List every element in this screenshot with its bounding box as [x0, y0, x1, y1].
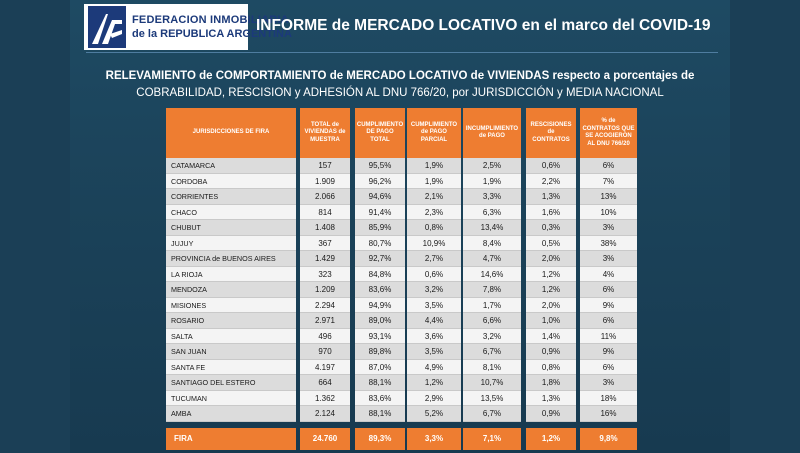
header-rescissions: RESCISIONES de CONTRATOS [526, 108, 576, 158]
cell-non-payment: 4,7% [463, 251, 521, 267]
subtitle-line-1: RELEVAMIENTO de COMPORTAMIENTO de MERCADO LOCATIVO de VIVIENDAS respecto a porcentajes de [105, 70, 695, 82]
cell-total-dwellings: 1.362 [300, 391, 350, 407]
cell-jurisdiction: AMBA [166, 406, 296, 422]
cell-rescissions: 1,3% [526, 189, 576, 205]
cell-partial-payment: 4,9% [407, 360, 461, 376]
footer-non-payment: 7,1% [463, 428, 521, 450]
cell-non-payment: 6,3% [463, 205, 521, 221]
header-partial-payment: CUMPLIMIENTO de PAGO PARCIAL [407, 108, 461, 158]
header-jurisdiction: JURISDICCIONES DE FIRA [166, 108, 296, 158]
cell-non-payment: 6,7% [463, 344, 521, 360]
table-row [166, 282, 637, 298]
cell-total-dwellings: 2.971 [300, 313, 350, 329]
cell-full-payment: 87,0% [355, 360, 405, 376]
cell-rescissions: 1,2% [526, 267, 576, 283]
cell-dnu-adhesion: 11% [580, 329, 637, 345]
cell-dnu-adhesion: 18% [580, 391, 637, 407]
cell-partial-payment: 5,2% [407, 406, 461, 422]
cell-partial-payment: 1,9% [407, 158, 461, 174]
cell-full-payment: 83,6% [355, 391, 405, 407]
cell-full-payment: 88,1% [355, 406, 405, 422]
header-total-dwellings: TOTAL de VIVIENDAS de MUESTRA [300, 108, 350, 158]
cell-non-payment: 13,4% [463, 220, 521, 236]
cell-dnu-adhesion: 4% [580, 267, 637, 283]
footer-partial-payment: 3,3% [407, 428, 461, 450]
header-full-payment: CUMPLIMIENTO DE PAGO TOTAL [355, 108, 405, 158]
table-row [166, 251, 637, 267]
footer-total: 24.760 [300, 428, 350, 450]
cell-jurisdiction: PROVINCIA de BUENOS AIRES [166, 251, 296, 267]
cell-rescissions: 1,4% [526, 329, 576, 345]
cell-partial-payment: 1,9% [407, 174, 461, 190]
cell-total-dwellings: 2.124 [300, 406, 350, 422]
cell-full-payment: 85,9% [355, 220, 405, 236]
cell-dnu-adhesion: 13% [580, 189, 637, 205]
table-row [166, 298, 637, 314]
market-table [166, 108, 637, 450]
cell-jurisdiction: CATAMARCA [166, 158, 296, 174]
footer-full-payment: 89,3% [355, 428, 405, 450]
cell-partial-payment: 3,5% [407, 298, 461, 314]
header-non-payment: INCUMPLIMIENTO de PAGO [463, 108, 521, 158]
table-row [166, 267, 637, 283]
cell-jurisdiction: TUCUMAN [166, 391, 296, 407]
report-title: INFORME de MERCADO LOCATIVO en el marco del COVID-19 [256, 17, 711, 34]
cell-partial-payment: 0,8% [407, 220, 461, 236]
header-dnu-adhesion: % de CONTRATOS QUE SE ACOGIERON AL DNU 766/20 [580, 108, 637, 158]
cell-rescissions: 1,3% [526, 391, 576, 407]
cell-total-dwellings: 664 [300, 375, 350, 391]
cell-total-dwellings: 4.197 [300, 360, 350, 376]
subtitle-line-2: COBRABILIDAD, RESCISION y ADHESIÓN AL DNU 766/20, por JURISDICCIÓN y MEDIA NACIONAL [136, 87, 664, 99]
cell-non-payment: 8,4% [463, 236, 521, 252]
cell-partial-payment: 2,3% [407, 205, 461, 221]
cell-full-payment: 96,2% [355, 174, 405, 190]
cell-total-dwellings: 367 [300, 236, 350, 252]
cell-rescissions: 2,2% [526, 174, 576, 190]
cell-jurisdiction: SAN JUAN [166, 344, 296, 360]
table-row [166, 406, 637, 422]
cell-full-payment: 95,5% [355, 158, 405, 174]
table-row [166, 174, 637, 190]
cell-rescissions: 1,8% [526, 375, 576, 391]
cell-partial-payment: 10,9% [407, 236, 461, 252]
cell-dnu-adhesion: 38% [580, 236, 637, 252]
table-row [166, 391, 637, 407]
cell-non-payment: 6,7% [463, 406, 521, 422]
cell-rescissions: 0,9% [526, 344, 576, 360]
cell-dnu-adhesion: 6% [580, 158, 637, 174]
logo-org-name: FEDERACION INMOBILIARIA [132, 14, 289, 26]
cell-full-payment: 89,0% [355, 313, 405, 329]
cell-non-payment: 3,2% [463, 329, 521, 345]
footer-rescissions: 1,2% [526, 428, 576, 450]
cell-non-payment: 1,7% [463, 298, 521, 314]
cell-jurisdiction: JUJUY [166, 236, 296, 252]
table-row [166, 360, 637, 376]
table-row [166, 205, 637, 221]
table-body [166, 158, 637, 422]
cell-partial-payment: 3,6% [407, 329, 461, 345]
table-row [166, 344, 637, 360]
cell-full-payment: 84,8% [355, 267, 405, 283]
cell-full-payment: 80,7% [355, 236, 405, 252]
cell-non-payment: 6,6% [463, 313, 521, 329]
cell-rescissions: 2,0% [526, 298, 576, 314]
cell-rescissions: 1,0% [526, 313, 576, 329]
cell-dnu-adhesion: 9% [580, 344, 637, 360]
cell-jurisdiction: LA RIOJA [166, 267, 296, 283]
cell-total-dwellings: 1.408 [300, 220, 350, 236]
cell-jurisdiction: SANTIAGO DEL ESTERO [166, 375, 296, 391]
cell-partial-payment: 4,4% [407, 313, 461, 329]
cell-dnu-adhesion: 3% [580, 375, 637, 391]
table-row [166, 329, 637, 345]
cell-partial-payment: 2,9% [407, 391, 461, 407]
table-row [166, 236, 637, 252]
cell-dnu-adhesion: 16% [580, 406, 637, 422]
cell-total-dwellings: 1.209 [300, 282, 350, 298]
table-footer-national [166, 428, 637, 450]
cell-partial-payment: 0,6% [407, 267, 461, 283]
cell-non-payment: 14,6% [463, 267, 521, 283]
table-row [166, 220, 637, 236]
cell-jurisdiction: SALTA [166, 329, 296, 345]
cell-jurisdiction: ROSARIO [166, 313, 296, 329]
cell-rescissions: 0,3% [526, 220, 576, 236]
cell-full-payment: 94,6% [355, 189, 405, 205]
cell-rescissions: 0,5% [526, 236, 576, 252]
cell-rescissions: 1,6% [526, 205, 576, 221]
logo-org-subname: de la REPUBLICA ARGENTINA [132, 28, 292, 40]
cell-dnu-adhesion: 6% [580, 360, 637, 376]
table-header [166, 108, 637, 158]
cell-rescissions: 1,2% [526, 282, 576, 298]
cell-jurisdiction: CORDOBA [166, 174, 296, 190]
cell-total-dwellings: 970 [300, 344, 350, 360]
cell-full-payment: 83,6% [355, 282, 405, 298]
cell-non-payment: 2,5% [463, 158, 521, 174]
cell-partial-payment: 3,5% [407, 344, 461, 360]
footer-label: FIRA [166, 428, 296, 450]
cell-total-dwellings: 814 [300, 205, 350, 221]
title-divider [86, 52, 718, 53]
cell-dnu-adhesion: 3% [580, 220, 637, 236]
cell-rescissions: 0,8% [526, 360, 576, 376]
cell-rescissions: 2,0% [526, 251, 576, 267]
cell-dnu-adhesion: 6% [580, 313, 637, 329]
table-row [166, 189, 637, 205]
cell-non-payment: 8,1% [463, 360, 521, 376]
table-row [166, 313, 637, 329]
cell-full-payment: 93,1% [355, 329, 405, 345]
cell-jurisdiction: MISIONES [166, 298, 296, 314]
cell-full-payment: 88,1% [355, 375, 405, 391]
cell-partial-payment: 2,1% [407, 189, 461, 205]
cell-dnu-adhesion: 7% [580, 174, 637, 190]
table-row [166, 375, 637, 391]
cell-non-payment: 1,9% [463, 174, 521, 190]
cell-full-payment: 91,4% [355, 205, 405, 221]
cell-dnu-adhesion: 9% [580, 298, 637, 314]
cell-total-dwellings: 323 [300, 267, 350, 283]
cell-non-payment: 13,5% [463, 391, 521, 407]
cell-dnu-adhesion: 10% [580, 205, 637, 221]
cell-total-dwellings: 2.066 [300, 189, 350, 205]
cell-non-payment: 10,7% [463, 375, 521, 391]
footer-dnu-adhesion: 9,8% [580, 428, 637, 450]
cell-total-dwellings: 1.429 [300, 251, 350, 267]
cell-dnu-adhesion: 6% [580, 282, 637, 298]
cell-full-payment: 94,9% [355, 298, 405, 314]
cell-total-dwellings: 2.294 [300, 298, 350, 314]
cell-full-payment: 89,8% [355, 344, 405, 360]
cell-full-payment: 92,7% [355, 251, 405, 267]
cell-dnu-adhesion: 3% [580, 251, 637, 267]
cell-total-dwellings: 157 [300, 158, 350, 174]
cell-total-dwellings: 496 [300, 329, 350, 345]
cell-jurisdiction: CHACO [166, 205, 296, 221]
cell-rescissions: 0,6% [526, 158, 576, 174]
cell-jurisdiction: MENDOZA [166, 282, 296, 298]
table-row [166, 158, 637, 174]
cell-non-payment: 3,3% [463, 189, 521, 205]
fira-logo-icon [88, 6, 126, 48]
cell-partial-payment: 3,2% [407, 282, 461, 298]
cell-non-payment: 7,8% [463, 282, 521, 298]
cell-partial-payment: 1,2% [407, 375, 461, 391]
cell-partial-payment: 2,7% [407, 251, 461, 267]
cell-jurisdiction: CORRIENTES [166, 189, 296, 205]
cell-jurisdiction: CHUBUT [166, 220, 296, 236]
cell-total-dwellings: 1.909 [300, 174, 350, 190]
cell-jurisdiction: SANTA FE [166, 360, 296, 376]
cell-rescissions: 0,9% [526, 406, 576, 422]
